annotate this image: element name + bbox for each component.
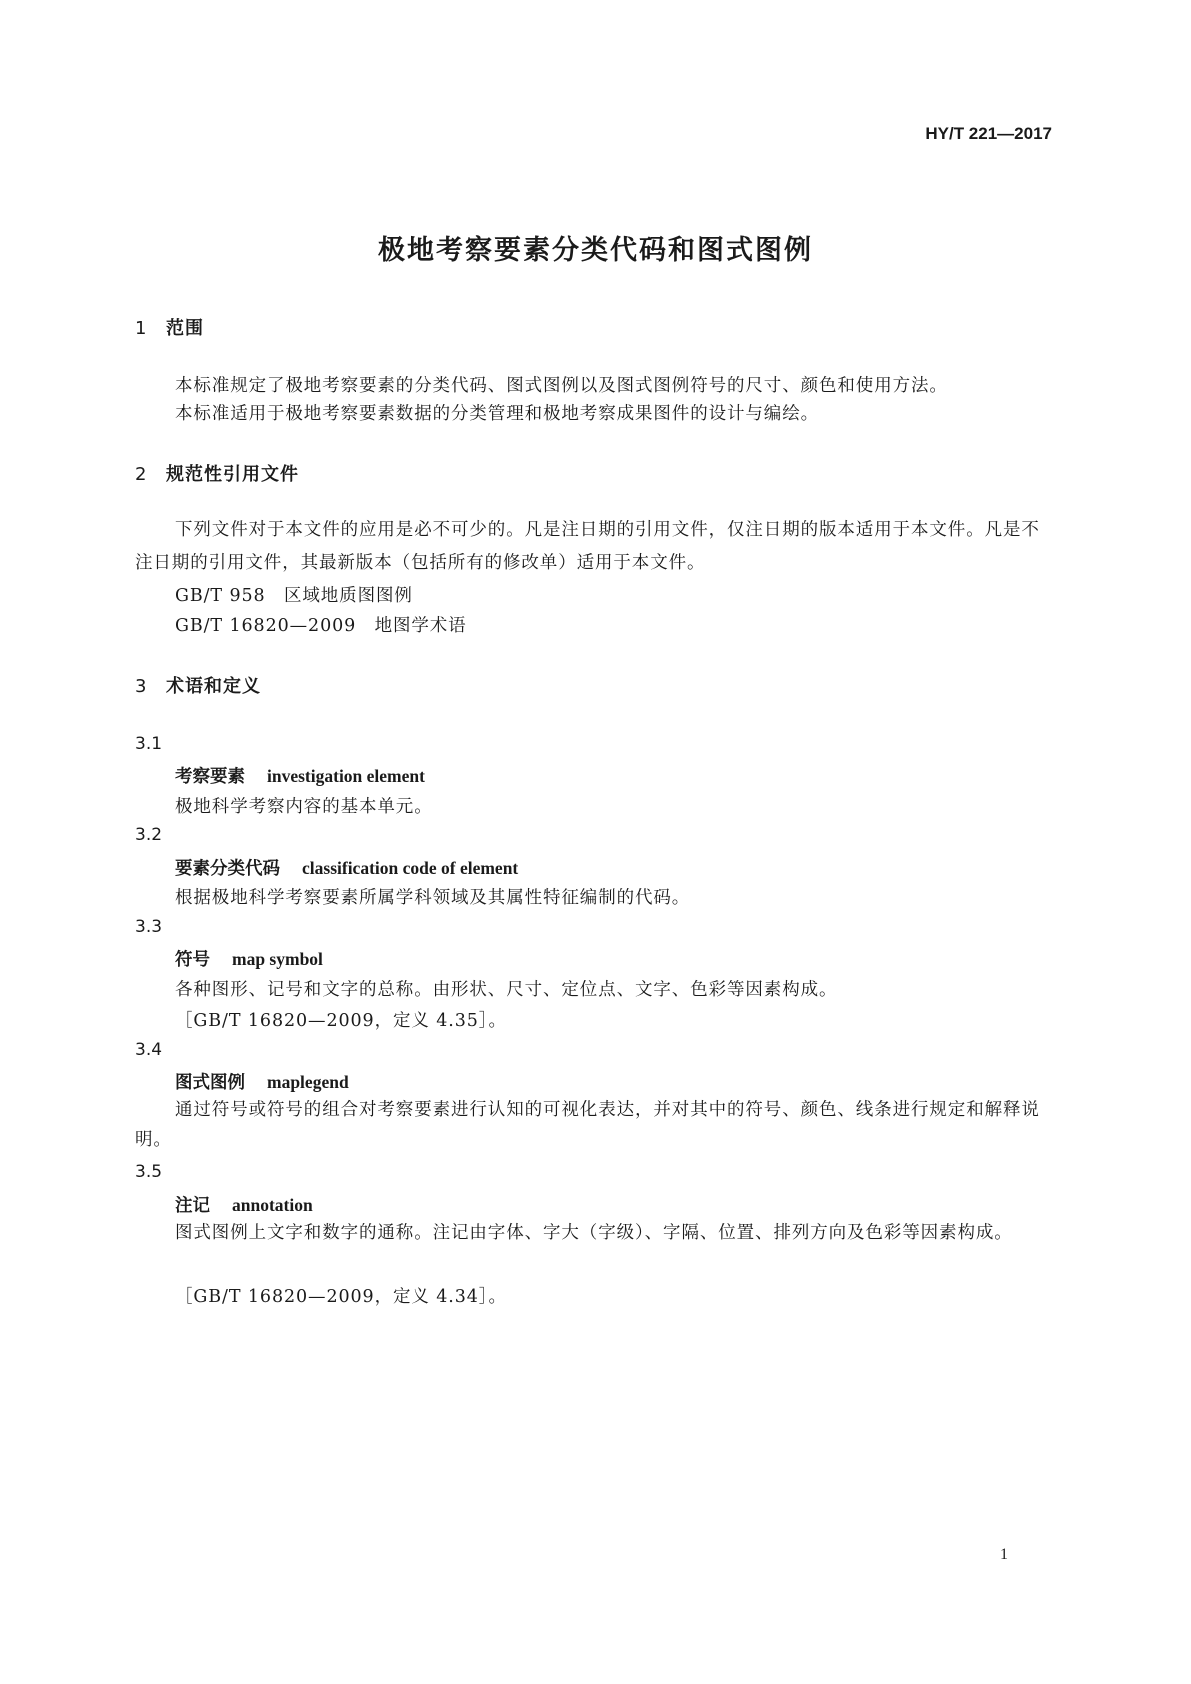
term-heading <box>175 1192 313 1217</box>
section-number: 2 <box>135 464 147 485</box>
term-zh: 注记 <box>175 1196 210 1216</box>
reference-gbt-958: GB/T 958 区域地质图图例 <box>175 586 413 606</box>
term-zh: 考察要素 <box>175 767 245 787</box>
standard-code: HY/T 221—2017 <box>925 124 1052 143</box>
term-zh: 图式图例 <box>175 1073 245 1093</box>
section-title: 术语和定义 <box>166 676 261 697</box>
term-zh: 符号 <box>175 950 210 970</box>
scope-paragraph-1: 本标准规定了极地考察要素的分类代码、图式图例以及图式图例符号的尺寸、颜色和使用方法。 <box>175 376 948 396</box>
section-title: 范围 <box>166 318 204 339</box>
term-number: 3.2 <box>135 825 163 845</box>
term-definition: 根据极地科学考察要素所属学科领域及其属性特征编制的代码。 <box>175 888 691 908</box>
term-heading <box>175 946 323 971</box>
term-heading <box>175 855 518 880</box>
term-en: annotation <box>232 1195 313 1215</box>
term-definition: 各种图形、记号和文字的总称。由形状、尺寸、定位点、文字、色彩等因素构成。 <box>175 980 838 1000</box>
term-definition: 通过符号或符号的组合对考察要素进行认知的可视化表达，并对其中的符号、颜色、线条进行规定和解释说明。 <box>135 1100 1040 1150</box>
section-title: 规范性引用文件 <box>166 464 299 485</box>
term-en: maplegend <box>267 1072 349 1092</box>
section-1-heading <box>135 314 204 340</box>
term-number: 3.5 <box>135 1162 163 1182</box>
section-number: 3 <box>135 676 147 697</box>
references-intro: 下列文件对于本文件的应用是必不可少的。凡是注日期的引用文件，仅注日期的版本适用于本文件。凡是不注日期的引用文件，其最新版本（包括所有的修改单）适用于本文件。 <box>135 520 1040 573</box>
section-number: 1 <box>135 318 147 339</box>
term-number: 3.3 <box>135 917 163 937</box>
term-source: ［GB/T 16820—2009，定义 4.35］。 <box>175 1011 507 1031</box>
term-en: map symbol <box>232 949 323 969</box>
term-zh: 要素分类代码 <box>175 859 280 879</box>
document-title: 极地考察要素分类代码和图式图例 <box>378 235 813 266</box>
section-3-heading <box>135 672 261 698</box>
term-en: classification code of element <box>302 858 519 878</box>
term-definition: 图式图例上文字和数字的通称。注记由字体、字大（字级）、字隔、位置、排列方向及色彩等因素构成。 <box>175 1223 1013 1243</box>
term-heading <box>175 763 425 788</box>
page-number: 1 <box>1000 1546 1008 1563</box>
term-definition: 极地科学考察内容的基本单元。 <box>175 797 433 817</box>
term-number: 3.1 <box>135 734 163 754</box>
term-source: ［GB/T 16820—2009，定义 4.34］。 <box>175 1287 507 1307</box>
term-number: 3.4 <box>135 1040 163 1060</box>
reference-gbt-16820: GB/T 16820—2009 地图学术语 <box>175 616 467 636</box>
term-en: investigation element <box>267 766 425 786</box>
term-heading <box>175 1069 349 1094</box>
section-2-heading <box>135 460 299 486</box>
scope-paragraph-2: 本标准适用于极地考察要素数据的分类管理和极地考察成果图件的设计与编绘。 <box>175 404 819 424</box>
